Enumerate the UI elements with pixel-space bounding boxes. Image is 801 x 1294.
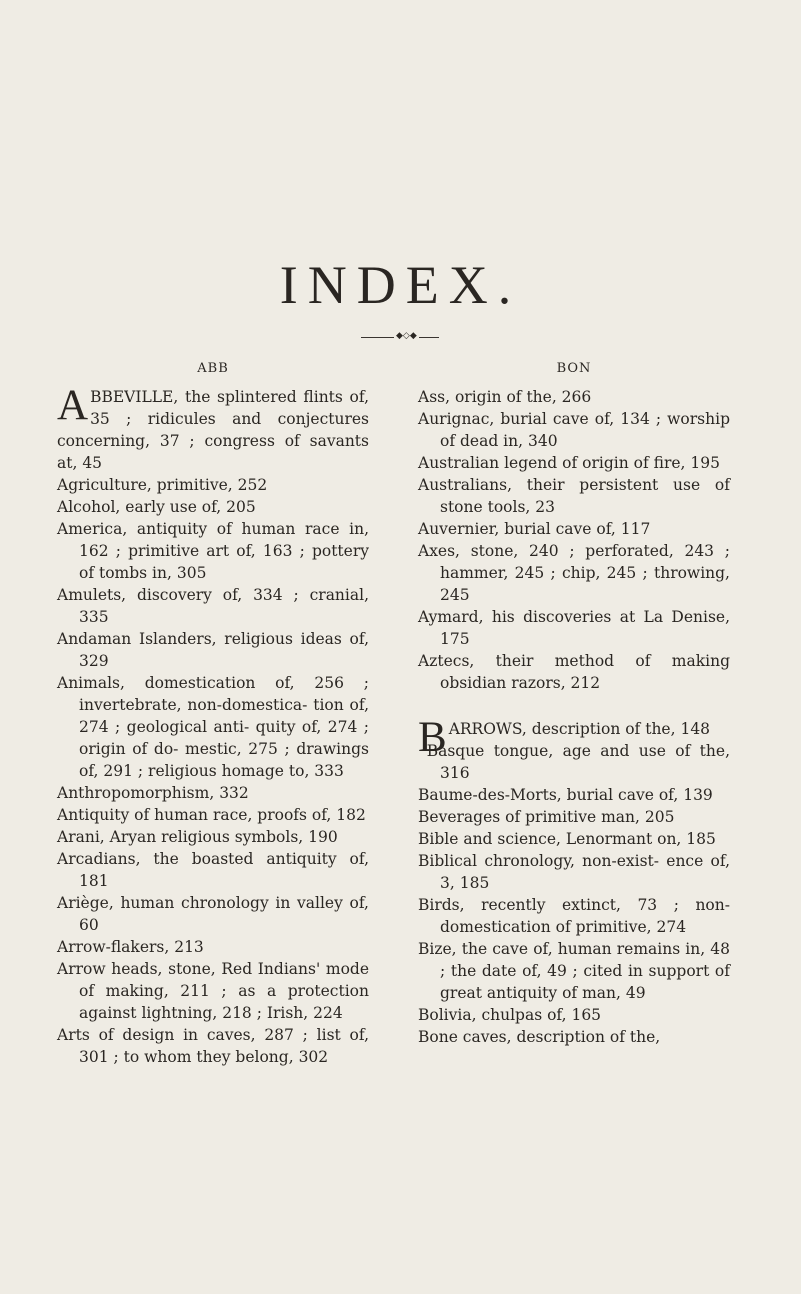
index-entry-barrows [418,714,730,761]
left-entry-list [57,474,369,1068]
right-column [418,360,730,1048]
index-entry: Arcadians, the boasted antiquity of, 181 [57,850,369,890]
right-entry-list [418,386,730,694]
index-entry: Bolivia, chulpas of, 165 [418,1006,602,1024]
index-entry: Auvernier, burial cave of, 117 [418,520,651,538]
rule-ornament-icon: ◆◇◆ [396,331,417,341]
index-entry: Anthropomorphism, 332 [57,784,249,802]
index-entry: Antiquity of human race, proofs of, 182 [57,806,366,824]
index-entry: Ariège, human chronology in valley of, 60 [57,894,369,934]
index-entry: Basque tongue, age and use of the, 316 [426,742,730,782]
left-running-head: ABB [197,361,229,376]
index-entry: Agriculture, primitive, 252 [57,476,268,494]
index-entry: Amulets, discovery of, 334 ; cranial, 335 [57,586,369,626]
drop-cap: B [418,714,447,761]
index-entry: Australian legend of origin of fire, 195 [418,454,720,472]
index-entry: Alcohol, early use of, 205 [57,498,256,516]
index-entry: Arrow-flakers, 213 [57,938,204,956]
index-entry: Aztecs, their method of making obsidian razors, 212 [418,652,730,692]
entry-text: BBEVILLE, the splintered flints of, 35 ; ridicules and conjectures concerning, 37 ; congress of savants at, 45 [57,388,369,472]
index-entry: Bize, the cave of, human remains in, 48 ; the date of, 49 ; cited in support of great antiquity of man, 49 [418,940,730,1002]
left-column [57,360,369,1068]
page-title: INDEX. [279,255,522,315]
index-entry: America, antiquity of human race in, 162 ; primitive art of, 163 ; pottery of tombs in, 305 [57,520,369,582]
index-entry: Arts of design in caves, 287 ; list of, 301 ; to whom they belong, 302 [57,1026,369,1066]
right-entry-list-b [418,740,730,1048]
section-gap [418,694,730,718]
index-entry: Andaman Islanders, religious ideas of, 329 [57,630,369,670]
index-entry: Axes, stone, 240 ; perforated, 243 ; hammer, 245 ; chip, 245 ; throwing, 245 [418,542,730,604]
entry-text: ARROWS, description of the, 148 [448,720,711,738]
index-entry: Birds, recently extinct, 73 ; non- domestication of primitive, 274 [418,896,730,936]
index-entry: Australians, their persistent use of stone tools, 23 [418,476,730,516]
index-entry: Baume-des-Morts, burial cave of, 139 [418,786,713,804]
right-running-head: BON [556,361,592,376]
index-entry: Arrow heads, stone, Red Indians' mode of making, 211 ; as a protection against lightning, 218 ; Irish, 224 [57,960,369,1022]
index-entry: Beverages of primitive man, 205 [418,808,675,826]
index-entry: Animals, domestication of, 256 ; invertebrate, non-domestica- tion of, 274 ; geological anti- quity of, 274 ; origin of do- mestic, 275 ; drawings of, 291 ; religious homage to, 333 [57,674,369,780]
index-entry: Aurignac, burial cave of, 134 ; worship of dead in, 340 [418,410,730,450]
index-entry: Biblical chronology, non-exist- ence of, 3, 185 [418,852,730,892]
drop-cap: A [57,382,89,429]
index-entry: Arani, Aryan religious symbols, 190 [57,828,338,846]
index-entry: Aymard, his discoveries at La Denise, 175 [418,608,730,648]
index-entry: Ass, origin of the, 266 [418,388,592,406]
index-entry: Bone caves, description of the, [418,1028,661,1046]
index-entry-abbeville [57,382,369,474]
index-entry: Bible and science, Lenormant on, 185 [418,830,716,848]
